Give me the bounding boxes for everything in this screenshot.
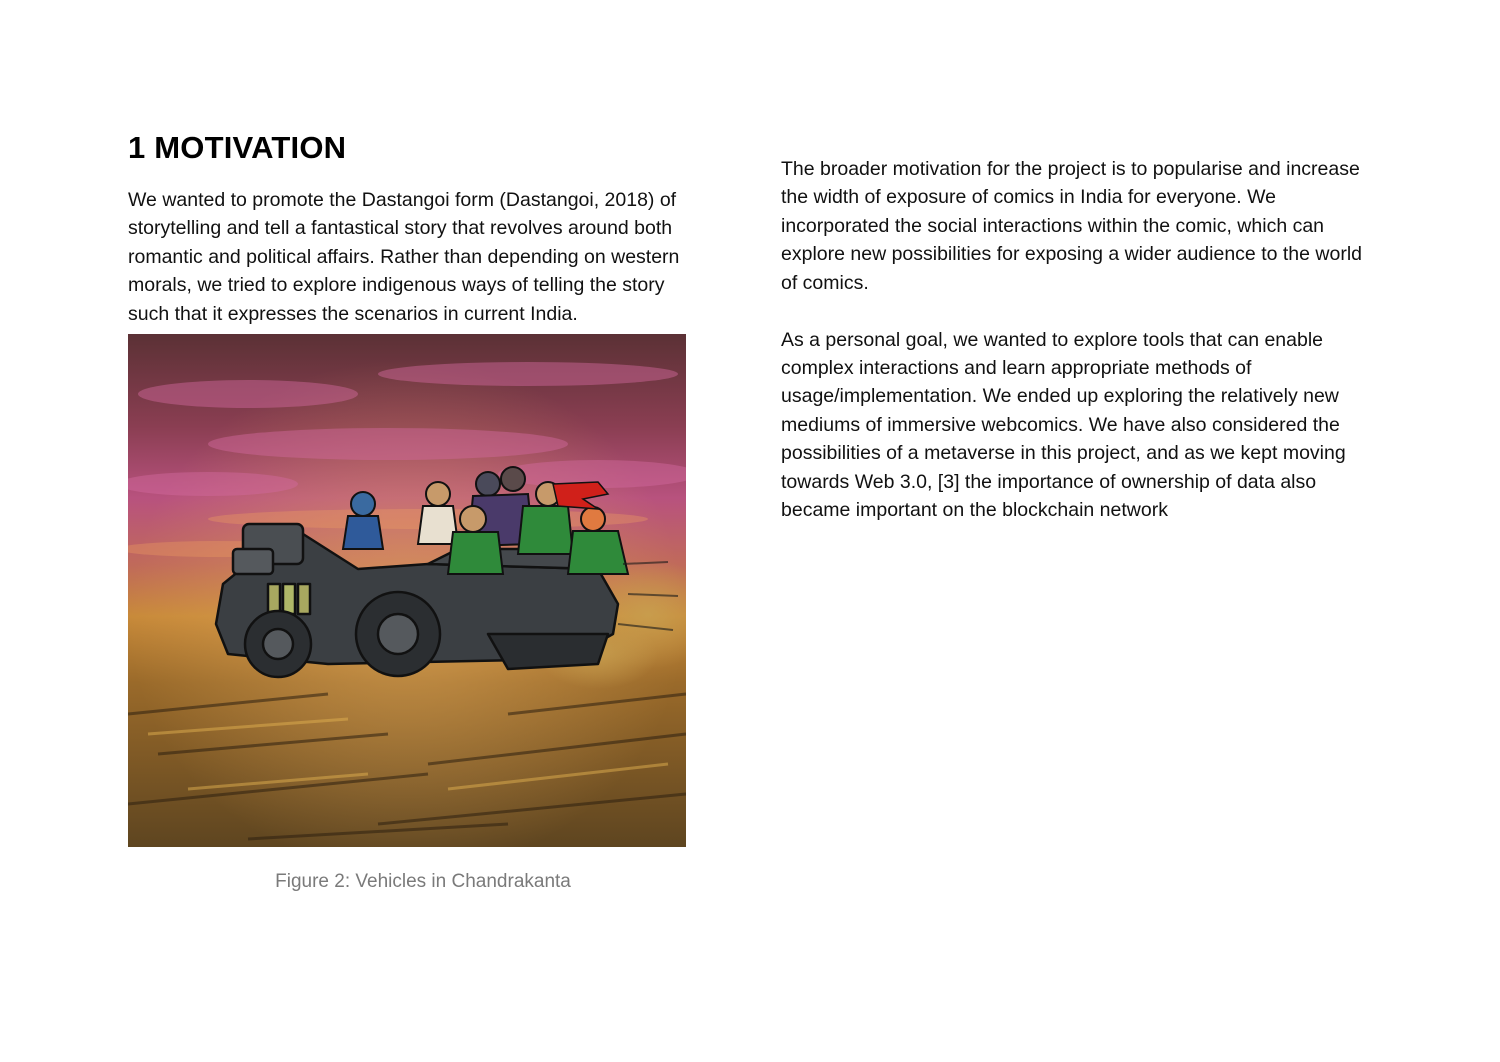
right-column [781, 155, 1381, 524]
section-heading: 1 MOTIVATION [128, 130, 347, 165]
vehicle-illustration [128, 334, 686, 847]
left-column [128, 128, 703, 328]
figure-caption: Figure 2: Vehicles in Chandrakanta [275, 871, 571, 892]
motivation-paragraph-3: As a personal goal, we wanted to explore tools that can enable complex interactions and learn appropriate methods of usage/implementation. We ended up exploring the relatively new mediums of immersive webcomics. We have also considered the possibilities of a metaverse in this project, and as we kept moving towards Web 3.0, [3] the importance of ownership of data also became important on the blockchain network [781, 328, 1346, 521]
motivation-paragraph-1: We wanted to promote the Dastangoi form (Dastangoi, 2018) of storytelling and tell a fantastical story that revolves around both romantic and political affairs. Rather than depending on western morals, we tried to explore indigenous ways of telling the story such that it expresses the scenarios in current India. [128, 189, 680, 325]
motivation-paragraph-2: The broader motivation for the project is to popularise and increase the width of exposure of comics in India for everyone. We incorporated the social interactions within the comic, which can explore new possibilities for exposing a wider audience to the world of comics. [781, 158, 1362, 294]
figure-illustration [128, 334, 686, 847]
